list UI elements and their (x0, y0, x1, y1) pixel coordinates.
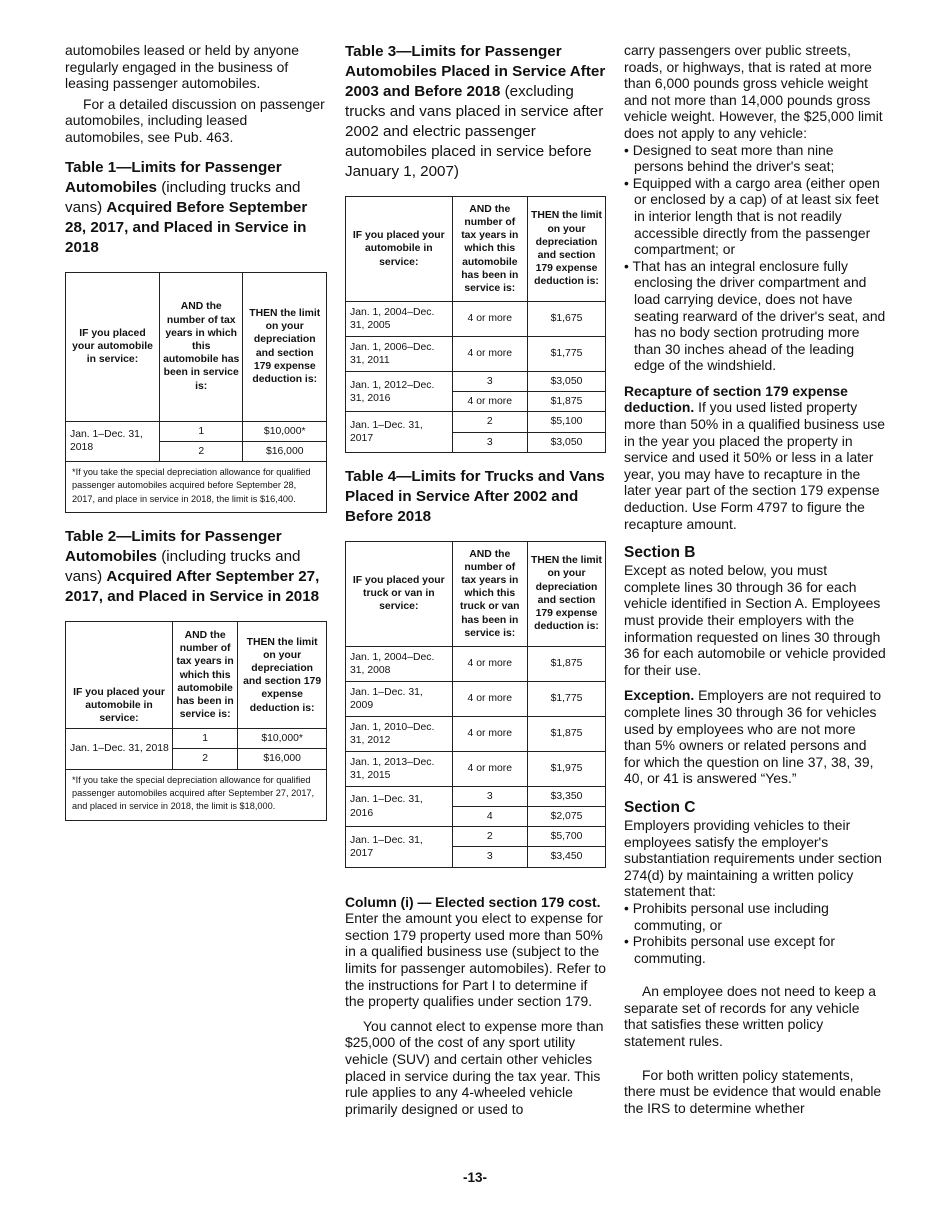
table-cell: $3,050 (527, 372, 605, 392)
table-cell: $3,050 (527, 432, 605, 452)
table-row (346, 337, 606, 372)
paragraph-section-c: Employers providing vehicles to their employees satisfy the employer's substantiation requirements under section 274(d) by maintaining a written policy statement that: (624, 816, 882, 900)
table-cell: $16,000 (243, 441, 327, 461)
table-header-row (346, 541, 606, 646)
table-header-cell: THEN the limit on your depreciation and section 179 expense deduction is: (527, 197, 605, 302)
list-item: • Designed to seat more than nine persons behind the driver's seat; (624, 141, 835, 175)
table3-title: Table 3—Limits for Passenger Automobiles Placed in Service After 2003 and Before 2018 (excluding trucks and vans placed in service after 2002 and electric passenger automobiles placed in service before January 1, 2007) (345, 43, 606, 180)
table-header-cell: THEN the limit on your depreciation and section 179 expense deduction is: (527, 541, 605, 646)
table-cell: Jan. 1–Dec. 31, 2018 (66, 421, 160, 461)
paragraph-recapture: Recapture of section 179 expense deduction. If you used listed property more than 50% in a qualified business use in the year you placed the property in service and used it 50% or less in a later year, you may have to recapture in the later year part of the section 179 expense deduction. Use Form 4797 to figure the recapture amount. (624, 382, 885, 532)
section-b-heading: Section B (624, 544, 696, 562)
table-header-cell: AND the number of tax years in which this automobile has been in service is: (159, 272, 243, 421)
table-cell: 4 or more (452, 716, 527, 751)
table-cell: $10,000* (238, 729, 327, 749)
table-2 (65, 621, 327, 821)
table1-title: Table 1—Limits for Passenger Automobiles (including trucks and vans) Acquired Before September 28, 2017, and Placed in Service in 2018 (65, 158, 308, 256)
table-cell: 4 (452, 807, 527, 827)
list-item: • That has an integral enclosure fully enclosing the driver compartment and load carrying device, does not have seating rearward of the driver's seat, and has no body section protruding more than 30 inches ahead of the leading edge of the windshield. (624, 257, 886, 374)
table-cell: Jan. 1–Dec. 31, 2016 (346, 786, 453, 826)
table-header-cell: IF you placed your truck or van in service: (346, 541, 453, 646)
table-cell: $5,700 (527, 827, 605, 847)
table-cell: $16,000 (238, 749, 327, 769)
table-cell: $5,100 (527, 412, 605, 432)
table-header-cell: AND the number of tax years in which this automobile has been in service is: (173, 622, 238, 729)
paragraph-suv-limit: You cannot elect to expense more than $25,000 of the cost of any sport utility vehicle (SUV) and certain other vehicles placed in service during the tax year. This rule applies to any 4-wheeled vehicle primarily designed or used to (345, 1017, 604, 1117)
table-row (346, 716, 606, 751)
table-row (346, 681, 606, 716)
column-3 (624, 42, 886, 1116)
table-cell: 1 (159, 421, 243, 441)
page-number: -13- (462, 1170, 487, 1185)
table-note-row (66, 461, 327, 512)
table-4 (345, 541, 606, 868)
table-header-row (346, 197, 606, 302)
table2-title: Table 2—Limits for Passenger Automobiles (including trucks and vans) Acquired After September 27, 2017, and Placed in Service in 2018 (65, 528, 320, 606)
table-cell: $1,975 (527, 751, 605, 786)
table-header-cell: AND the number of tax years in which this truck or van has been in service is: (452, 541, 527, 646)
table-row (66, 729, 327, 749)
table-1 (65, 272, 327, 514)
bullet-list-policies (624, 900, 886, 966)
table-row (346, 786, 606, 806)
table-cell: Jan. 1–Dec. 31, 2017 (346, 412, 453, 452)
column-2 (345, 42, 606, 1117)
paragraph-column-i: Column (i) — Elected section 179 cost. Enter the amount you elect to expense for section 179 property used more than 50% in a qualified business use (subject to the limits for passenger automobiles). Refer to the instructions for Part I to determine if the property qualifies under section 179. (345, 893, 606, 1010)
bullet-list-exceptions (624, 142, 886, 374)
table-cell: $1,875 (527, 716, 605, 751)
table-cell: 4 or more (452, 751, 527, 786)
list-item: • Prohibits personal use including commuting, or (624, 899, 829, 933)
table-cell: 4 or more (452, 302, 527, 337)
table-cell: 3 (452, 847, 527, 867)
table-cell: Jan. 1, 2012–Dec. 31, 2016 (346, 372, 453, 412)
table-row (346, 751, 606, 786)
paragraph-employee-records: An employee does not need to keep a separate set of records for any vehicle that satisfies these written policy statement rules. (624, 983, 876, 1050)
table-header-cell: IF you placed your automobile in service: (66, 272, 160, 421)
table-cell: 3 (452, 432, 527, 452)
list-item: • Prohibits personal use except for commuting. (624, 933, 836, 966)
table-footnote: *If you take the special depreciation allowance for qualified passenger automobiles acquired before September 28, 2017, and place in service in 2018, the limit is $16,400. (66, 461, 327, 512)
table-header-cell: THEN the limit on your depreciation and section 179 expense deduction is: (238, 622, 327, 729)
table-row (346, 372, 606, 392)
table-3 (345, 196, 606, 453)
table4-title: Table 4—Limits for Trucks and Vans Placed in Service After 2002 and Before 2018 (345, 467, 605, 525)
paragraph-leased: automobiles leased or held by anyone regularly engaged in the business of leasing passenger automobiles. (65, 42, 299, 92)
table-row (346, 646, 606, 681)
table-cell: $1,775 (527, 337, 605, 372)
table-cell: 2 (173, 749, 238, 769)
table-cell: 3 (452, 786, 527, 806)
table-cell: $1,775 (527, 681, 605, 716)
table-cell: 2 (159, 441, 243, 461)
table-header-row (66, 272, 327, 421)
table-row (346, 412, 606, 432)
section-c-heading: Section C (624, 798, 696, 816)
table-cell: 2 (452, 827, 527, 847)
table-header-row (66, 622, 327, 729)
paragraph-vehicle-weight: carry passengers over public streets, roads, or highways, that is rated at more than 6,000 pounds gross vehicle weight and not more than 14,000 pounds gross vehicle weight. However, the $25,000 limit does not apply to any vehicle: (624, 42, 883, 141)
paragraph-written-policy: For both written policy statements, there must be evidence that would enable the IRS to determine whether (624, 1066, 882, 1116)
column-1 (65, 42, 327, 835)
list-item: • Equipped with a cargo area (either open or enclosed by a cap) of at least six feet in interior length that is not readily accessible directly from the passenger compartment; or (624, 174, 880, 258)
table-cell: Jan. 1–Dec. 31, 2009 (346, 681, 453, 716)
table-row (346, 827, 606, 847)
table-cell: 4 or more (452, 681, 527, 716)
table-cell: $3,450 (527, 847, 605, 867)
table-cell: $3,350 (527, 786, 605, 806)
paragraph-pub-463: For a detailed discussion on passenger automobiles, including leased automobiles, see Pub. 463. (65, 95, 325, 145)
table-header-cell: AND the number of tax years in which this automobile has been in service is: (452, 197, 527, 302)
table-note-row (66, 769, 327, 820)
table-cell: 4 or more (452, 646, 527, 681)
table-cell: $1,675 (527, 302, 605, 337)
table-cell: Jan. 1, 2004–Dec. 31, 2008 (346, 646, 453, 681)
table-header-cell: IF you placed your automobile in service: (66, 622, 173, 729)
table-header-cell: IF you placed your automobile in service: (346, 197, 453, 302)
table-cell: Jan. 1–Dec. 31, 2017 (346, 827, 453, 867)
table-cell: Jan. 1, 2013–Dec. 31, 2015 (346, 751, 453, 786)
table-footnote: *If you take the special depreciation allowance for qualified passenger automobiles acquired after September 27, 2017, and placed in service in 2018, the limit is $18,000. (66, 769, 327, 820)
table-cell: $2,075 (527, 807, 605, 827)
table-cell: Jan. 1, 2010–Dec. 31, 2012 (346, 716, 453, 751)
paragraph-section-b: Except as noted below, you must complete lines 30 through 36 for each vehicle identified in Section A. Employees must provide their employers with the information requested on lines 30 through 36 for each automobile or vehicle provided for their use. (624, 562, 886, 678)
table-cell: 4 or more (452, 392, 527, 412)
table-cell: $1,875 (527, 392, 605, 412)
paragraph-exception: Exception. Employers are not required to complete lines 30 through 36 for vehicles used by employees who are not more than 5% owners or related persons and for which the question on line 37, 38, 39, 40, or 41 is answered “Yes.” (624, 687, 882, 787)
table-cell: 3 (452, 372, 527, 392)
table-cell: 4 or more (452, 337, 527, 372)
table-row (346, 302, 606, 337)
table-cell: 2 (452, 412, 527, 432)
table-header-cell: THEN the limit on your depreciation and section 179 expense deduction is: (243, 272, 327, 421)
table-cell: Jan. 1–Dec. 31, 2018 (66, 729, 173, 769)
table-row (66, 421, 327, 441)
table-cell: Jan. 1, 2004–Dec. 31, 2005 (346, 302, 453, 337)
table-cell: 1 (173, 729, 238, 749)
table-cell: $1,875 (527, 646, 605, 681)
table-cell: Jan. 1, 2006–Dec. 31, 2011 (346, 337, 453, 372)
table-cell: $10,000* (243, 421, 327, 441)
